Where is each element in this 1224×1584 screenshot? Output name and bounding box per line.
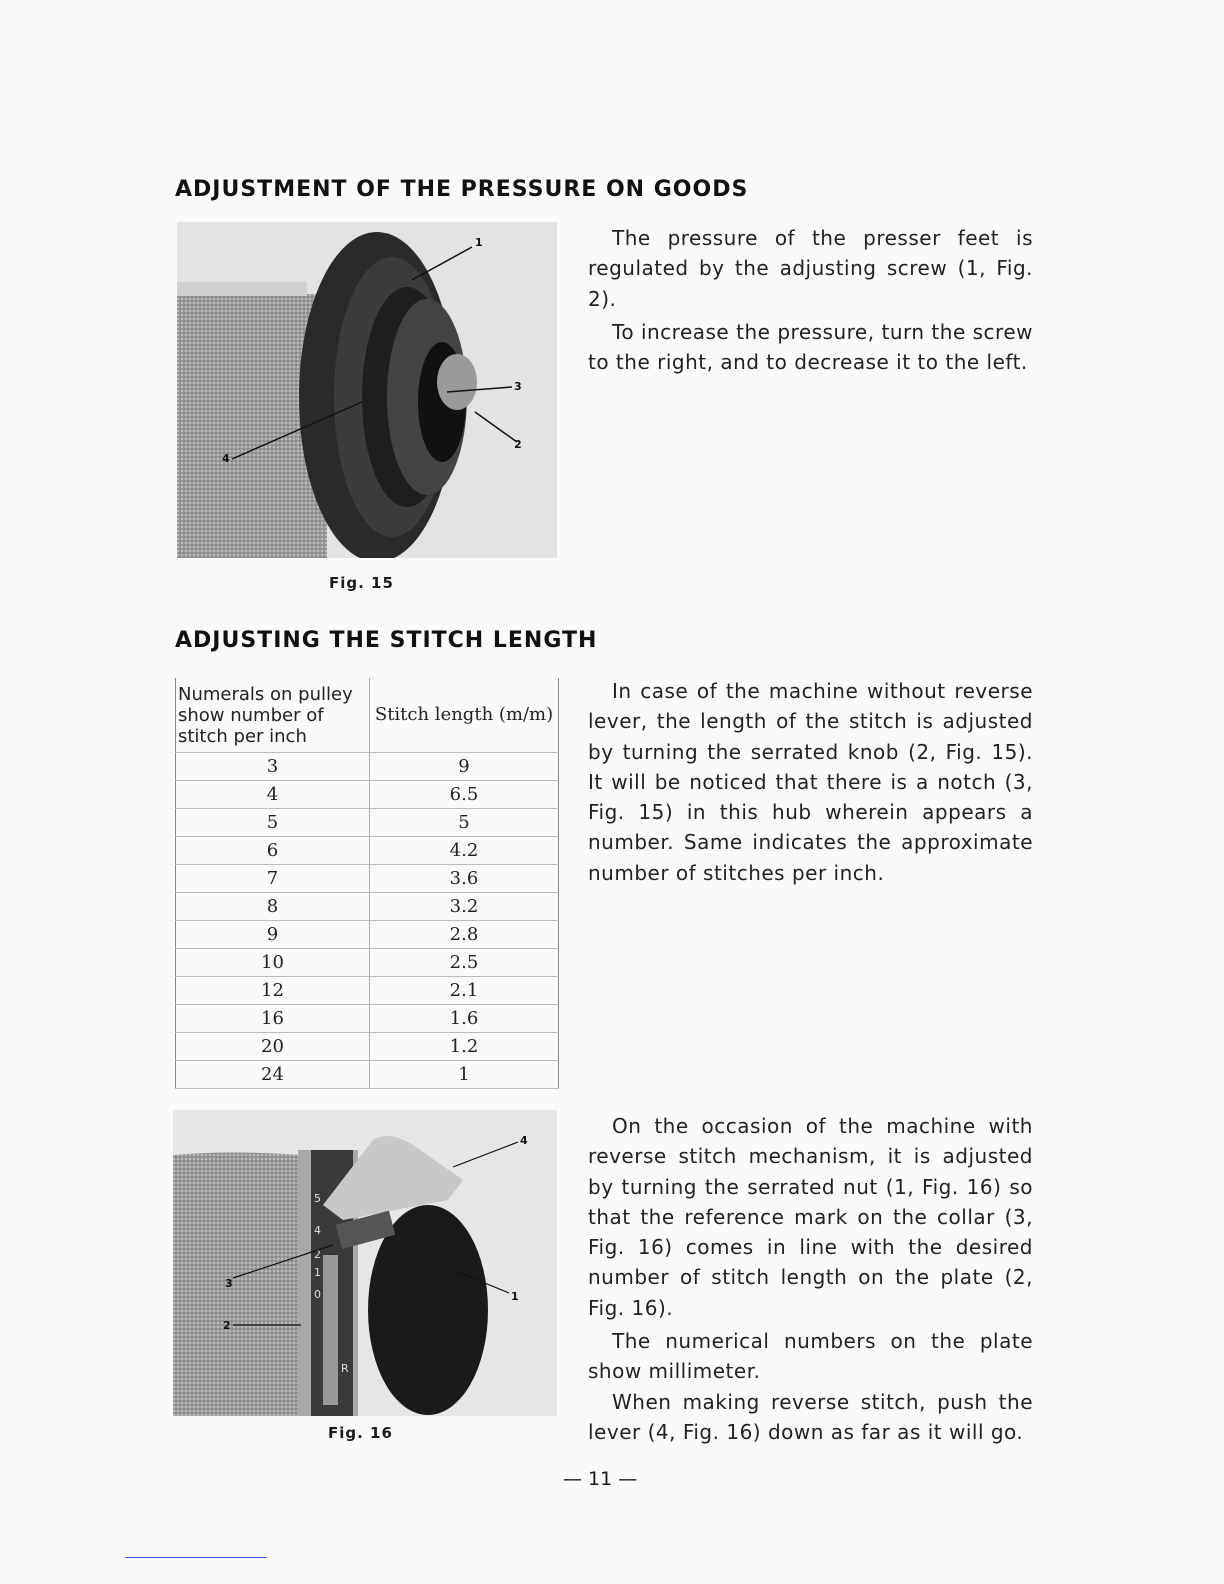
- stitch-length-cell: 2.5: [370, 949, 559, 977]
- callout-3: 3: [225, 1277, 233, 1290]
- figure-16-photo: [173, 1110, 557, 1416]
- table-row: [176, 837, 559, 865]
- stitch-length-cell: 4.2: [370, 837, 559, 865]
- plate-mark-2: 2: [314, 1248, 321, 1261]
- plate-mark-r: R: [341, 1362, 349, 1375]
- table-row: [176, 949, 559, 977]
- table-row: [176, 1033, 559, 1061]
- figure-15-caption: Fig. 15: [329, 574, 394, 592]
- plate-mark-0: 0: [314, 1288, 321, 1301]
- divider-line: [125, 1557, 267, 1558]
- table-row: [176, 921, 559, 949]
- stitches-per-inch-cell: 5: [176, 809, 370, 837]
- callout-3: 3: [514, 380, 522, 393]
- stitches-per-inch-cell: 6: [176, 837, 370, 865]
- callout-4: 4: [222, 452, 230, 465]
- table-row: [176, 809, 559, 837]
- stitches-per-inch-cell: 24: [176, 1061, 370, 1089]
- table-row: [176, 977, 559, 1005]
- stitches-per-inch-cell: 16: [176, 1005, 370, 1033]
- stitches-per-inch-cell: 10: [176, 949, 370, 977]
- table-row: [176, 781, 559, 809]
- stitch-length-cell: 1.6: [370, 1005, 559, 1033]
- stitch-length-cell: 2.1: [370, 977, 559, 1005]
- heading-stitch-length: ADJUSTING THE STITCH LENGTH: [175, 628, 598, 653]
- stitch-length-cell: 9: [370, 753, 559, 781]
- plate-mark-4: 4: [314, 1224, 321, 1237]
- stitch-length-cell: 1.2: [370, 1033, 559, 1061]
- table-row: [176, 893, 559, 921]
- pressure-text: [588, 223, 1033, 377]
- stitches-per-inch-cell: 12: [176, 977, 370, 1005]
- stitch-length-cell: 1: [370, 1061, 559, 1089]
- table-row: [176, 865, 559, 893]
- stitches-per-inch-cell: 9: [176, 921, 370, 949]
- stitch-length-cell: 2.8: [370, 921, 559, 949]
- stitch-length-cell: 6.5: [370, 781, 559, 809]
- stitch-length-cell: 3.6: [370, 865, 559, 893]
- page-number: — 11 —: [563, 1468, 638, 1490]
- table-row: [176, 753, 559, 781]
- column-header-stitch-length: Stitch length (m/m): [370, 678, 559, 753]
- callout-1: 1: [475, 236, 483, 249]
- paragraph: In case of the machine without reverse lever, the length of the stitch is adjusted by turning the serrated knob (2, Fig. 15). It will be noticed that there is a notch (3, Fig. 15) in this hub wherein appears a number. Same indicates the approximate number of stitches per inch.: [588, 679, 1033, 885]
- column-header-numerals: Numerals on pulley show number of stitch per inch: [176, 678, 370, 753]
- paragraph: To increase the pressure, turn the screw to the right, and to decrease it to the left.: [588, 319, 1033, 375]
- callout-1: 1: [511, 1290, 519, 1303]
- paragraph: The pressure of the presser feet is regulated by the adjusting screw (1, Fig. 2).: [588, 226, 1033, 311]
- stitch-length-cell: 5: [370, 809, 559, 837]
- stitches-per-inch-cell: 20: [176, 1033, 370, 1061]
- stitch-length-table: [175, 678, 559, 1089]
- stitches-per-inch-cell: 8: [176, 893, 370, 921]
- plate-mark-1: 1: [314, 1266, 321, 1279]
- callout-2: 2: [223, 1319, 231, 1332]
- heading-pressure-adjustment: ADJUSTMENT OF THE PRESSURE ON GOODS: [175, 177, 749, 202]
- paragraph: On the occasion of the machine with reverse stitch mechanism, it is adjusted by turning the serrated nut (1, Fig. 16) so that the reference mark on the collar (3, Fig. 16) comes in line with the desired number of stitch length on the plate (2, Fig. 16).: [588, 1114, 1033, 1320]
- callout-2: 2: [514, 438, 522, 451]
- figure-16-caption: Fig. 16: [328, 1424, 393, 1442]
- paragraph: The numerical numbers on the plate show millimeter.: [588, 1329, 1033, 1384]
- table-row: [176, 1005, 559, 1033]
- paragraph: When making reverse stitch, push the lever (4, Fig. 16) down as far as it will go.: [588, 1389, 1033, 1444]
- stitch-text: [588, 676, 1033, 888]
- stitch-length-cell: 3.2: [370, 893, 559, 921]
- reverse-stitch-text: [588, 1111, 1033, 1447]
- stitches-per-inch-cell: 4: [176, 781, 370, 809]
- stitches-per-inch-cell: 7: [176, 865, 370, 893]
- stitches-per-inch-cell: 3: [176, 753, 370, 781]
- table-row: [176, 1061, 559, 1089]
- figure-15-photo: [177, 222, 557, 558]
- callout-4: 4: [520, 1134, 528, 1147]
- plate-mark-5: 5: [314, 1192, 321, 1205]
